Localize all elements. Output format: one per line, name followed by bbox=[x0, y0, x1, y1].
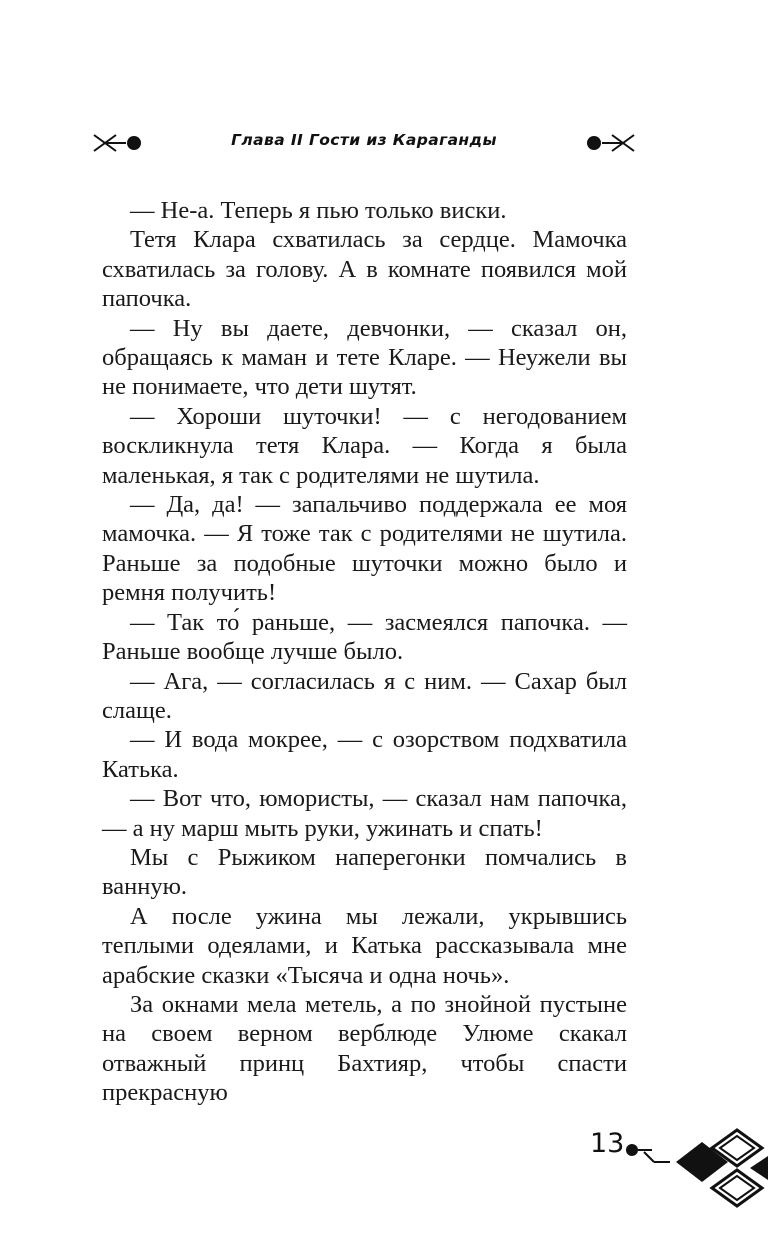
body-text bbox=[102, 196, 627, 1108]
paragraph: За окнами мела метель, а по знойной пустыне на своем верном верблюде Улюме скакал отважный принц Бахтияр, чтобы спасти прекрасную bbox=[102, 990, 627, 1107]
header-ornament-left-icon bbox=[90, 128, 146, 158]
footer-diamond-ornament-icon bbox=[622, 1128, 768, 1214]
paragraph: — Не-а. Теперь я пью только виски. bbox=[130, 197, 507, 224]
paragraph: — Ну вы даете, девчонки, — сказал он, обращаясь к маман и тете Кларе. — Неужели вы не понимаете, что дети шутят. bbox=[102, 314, 627, 401]
paragraph: А после ужина мы лежали, укрывшись теплыми одеялами, и Катька рассказывала мне арабские сказки «Тысяча и одна ночь». bbox=[102, 902, 627, 989]
paragraph: — Вот что, юмористы, — сказал нам папочка, — а ну марш мыть руки, ужинать и спать! bbox=[102, 785, 627, 842]
paragraph: — Ага, — согласилась я с ним. — Сахар был слаще. bbox=[102, 667, 627, 724]
paragraph: — И вода мокрее, — с озорством подхватила Катька. bbox=[102, 726, 627, 783]
running-head bbox=[90, 128, 638, 158]
header-ornament-right-icon bbox=[582, 128, 638, 158]
paragraph: — Да, да! — запальчиво поддержала ее моя мамочка. — Я тоже так с родителями не шутила. Раньше за подобные шуточки можно было и ремня получить! bbox=[102, 491, 627, 607]
page-number: 13 bbox=[590, 1128, 625, 1159]
paragraph: Тетя Клара схватилась за сердце. Мамочка схватилась за голову. А в комнате появился мой папочка. bbox=[102, 226, 627, 313]
paragraph: Мы с Рыжиком наперегонки помчались в ванную. bbox=[102, 843, 627, 901]
chapter-title: Глава II Гости из Караганды bbox=[231, 131, 497, 149]
paragraph: — Так то́ раньше, — засмеялся папочка. — Раньше вообще лучше было. bbox=[102, 608, 627, 666]
paragraph: — Хороши шуточки! — с негодованием воскликнула тетя Клара. — Когда я была маленькая, я так с родителями не шутила. bbox=[102, 402, 627, 489]
